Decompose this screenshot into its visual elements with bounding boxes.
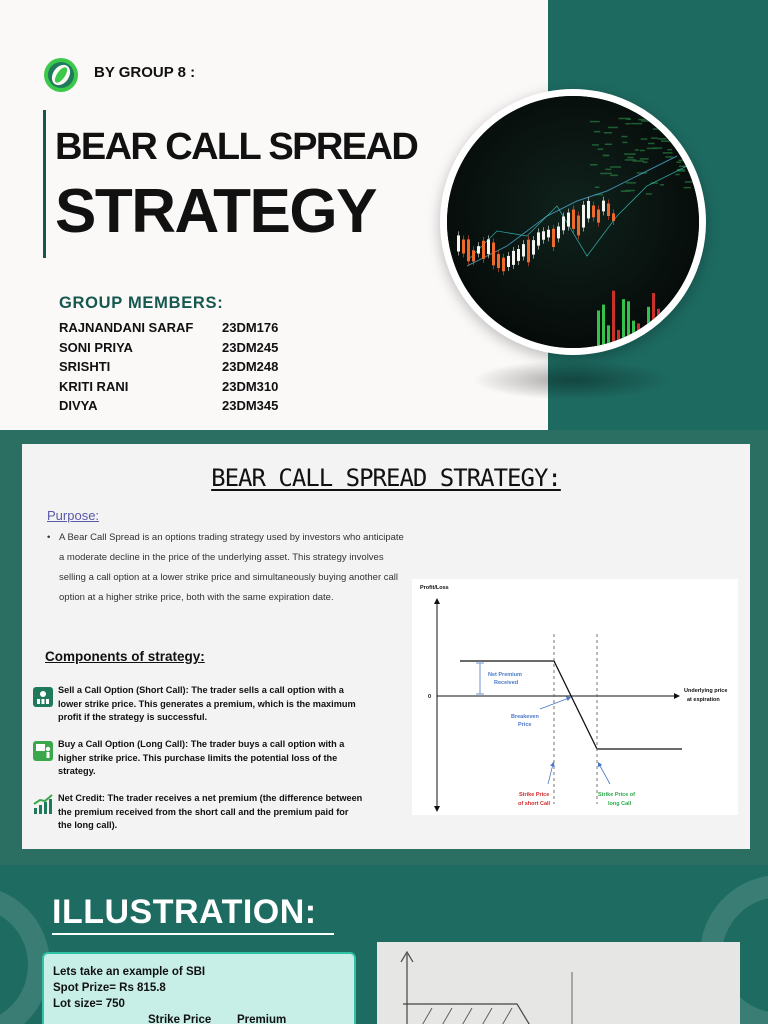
handdrawn-payoff-sketch	[377, 942, 740, 1024]
heading-underline	[52, 933, 334, 935]
member-id: 23DM176	[222, 320, 279, 335]
net-premium-label-2: Received	[494, 680, 519, 686]
component-text: Buy a Call Option (Long Call): The trader buys a call option with a higher strike price. This purchase limits the potential loss of the strategy.	[58, 739, 345, 777]
breakeven-pointer	[540, 698, 569, 709]
member-name: SONI PRIYA	[59, 339, 133, 355]
title-accent-bar	[43, 110, 46, 258]
example-box	[42, 952, 356, 1024]
growth-chart-icon	[32, 794, 54, 816]
example-line: Spot Prize= Rs 815.8	[53, 982, 166, 994]
breakeven-label-2: Price	[518, 722, 532, 728]
member-id: 23DM310	[222, 378, 279, 394]
member-name: KRITI RANI	[59, 378, 129, 394]
breakeven-label-1: Breakeven	[511, 714, 539, 720]
long-strike-label-2: long Call	[608, 801, 632, 807]
purpose-text: A Bear Call Spread is an options trading strategy used by investors who anticipate a moderate decline in the price of the underlying asset. This strategy involves selling a call option at a lower strike price and simultaneously buying another call option at a higher strike price, both with the same expiration date.	[59, 532, 404, 603]
short-strike-label-1: Strike Price	[519, 792, 550, 798]
x-axis-label-1: Underlying price	[684, 688, 728, 694]
components-heading: Components of strategy:	[45, 649, 205, 664]
zero-label: 0	[428, 694, 432, 700]
slide-title-text: BEAR CALL SPREAD STRATEGY:	[211, 464, 561, 492]
network-icon	[32, 686, 54, 708]
bullet-icon: •	[47, 532, 51, 543]
long-strike-pointer	[599, 764, 610, 784]
strategy-card	[22, 444, 750, 849]
purpose-paragraph	[47, 528, 407, 608]
presenter-icon	[32, 740, 54, 762]
illustration-heading: ILLUSTRATION:	[52, 893, 317, 931]
title-line-2: STRATEGY	[55, 177, 376, 246]
payoff-diagram-svg	[412, 579, 738, 815]
members-heading: GROUP MEMBERS:	[59, 294, 224, 312]
purpose-heading: Purpose:	[47, 508, 100, 523]
table-header: Strike Price	[148, 1014, 212, 1024]
example-line: Lot size= 750	[53, 998, 125, 1010]
payoff-diagram	[412, 579, 738, 815]
member-name: RAJNANDANI SARAF	[59, 320, 194, 335]
member-id: 23DM248	[222, 359, 279, 374]
short-strike-pointer	[548, 764, 553, 784]
title-slide	[0, 0, 768, 430]
member-id: 23DM245	[222, 339, 279, 355]
member-id: 23DM345	[222, 398, 279, 413]
y-axis-label: Profit/Loss	[420, 585, 449, 591]
example-line: Lets take an example of SBI	[53, 966, 206, 978]
component-text: Net Credit: The trader receives a net premium (the difference between the premium received from the short call and the premium paid for the long call).	[58, 793, 363, 831]
stock-chart-photo	[440, 89, 706, 355]
member-name: DIVYA	[59, 398, 98, 413]
member-name: SRISHTI	[59, 359, 111, 374]
table-header: Premium	[237, 1014, 287, 1024]
group-logo-icon	[43, 57, 79, 93]
image-shadow	[472, 360, 672, 400]
illustration-slide	[0, 865, 768, 1024]
byline: BY GROUP 8 :	[94, 64, 196, 81]
strategy-slide	[0, 430, 768, 865]
component-text: Sell a Call Option (Short Call): The trader sells a call option with a lower strike price. This generates a premium, which is the maximum profit if the strategy is successful.	[58, 685, 356, 723]
title-line-1: BEAR CALL SPREAD	[55, 126, 418, 168]
x-axis-label-2: at expiration	[687, 697, 720, 703]
net-premium-label-1: Net Premium	[488, 672, 522, 678]
long-strike-label-1: Strike Price of	[598, 792, 635, 798]
short-strike-label-2: of short Call	[518, 801, 551, 807]
sketch-drawing	[377, 942, 740, 1024]
slide-title	[22, 464, 750, 492]
candlestick-chart-image	[447, 96, 699, 348]
